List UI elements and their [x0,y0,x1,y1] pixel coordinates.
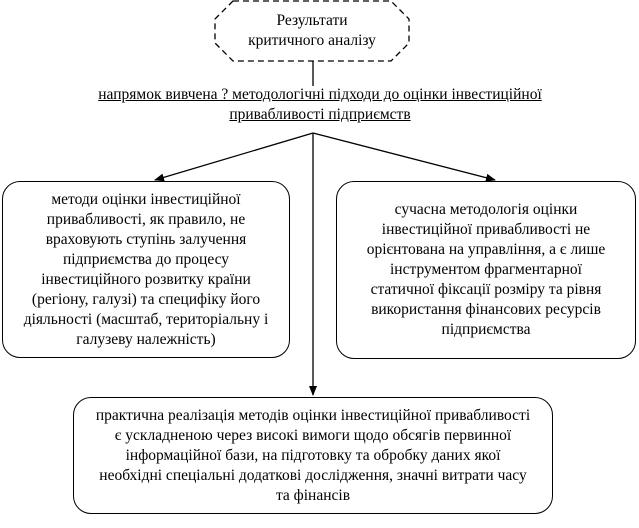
bottom-node-text: практична реалізація методів оцінки інвестиційної привабливості є ускладненою через високі вимоги щодо обсягів первинної інформаційної бази, на підготовку та обробку даних якої необхідні спеціальні додаткові дослідження, значні витрати часу та фінансів [95,406,531,504]
left-node-text: методи оцінки інвестиційної привабливості, як правило, не враховують ступінь залучення підприємства до процесу інвестиційного розвитку країни (регіону, галузі) та специфіку його діяльності (масштаб, територіальну і галузеву належність) [23,190,269,348]
right-node-text: сучасна методологія оцінки інвестиційної привабливості не орієнтована на управління, а є лише інструментом фрагментарної статичної фіксації розміру та рівня використання фінансових ресурсів підприємства [366,201,606,338]
connector-caption: напрямок вивчена ? методологічні підходи до оцінки інвестиційної привабливості підприємств [98,86,542,123]
arrow-to-right-box [313,133,495,180]
arrow-to-left-box [155,133,313,180]
root-label: Результати критичного аналізу [248,12,376,49]
